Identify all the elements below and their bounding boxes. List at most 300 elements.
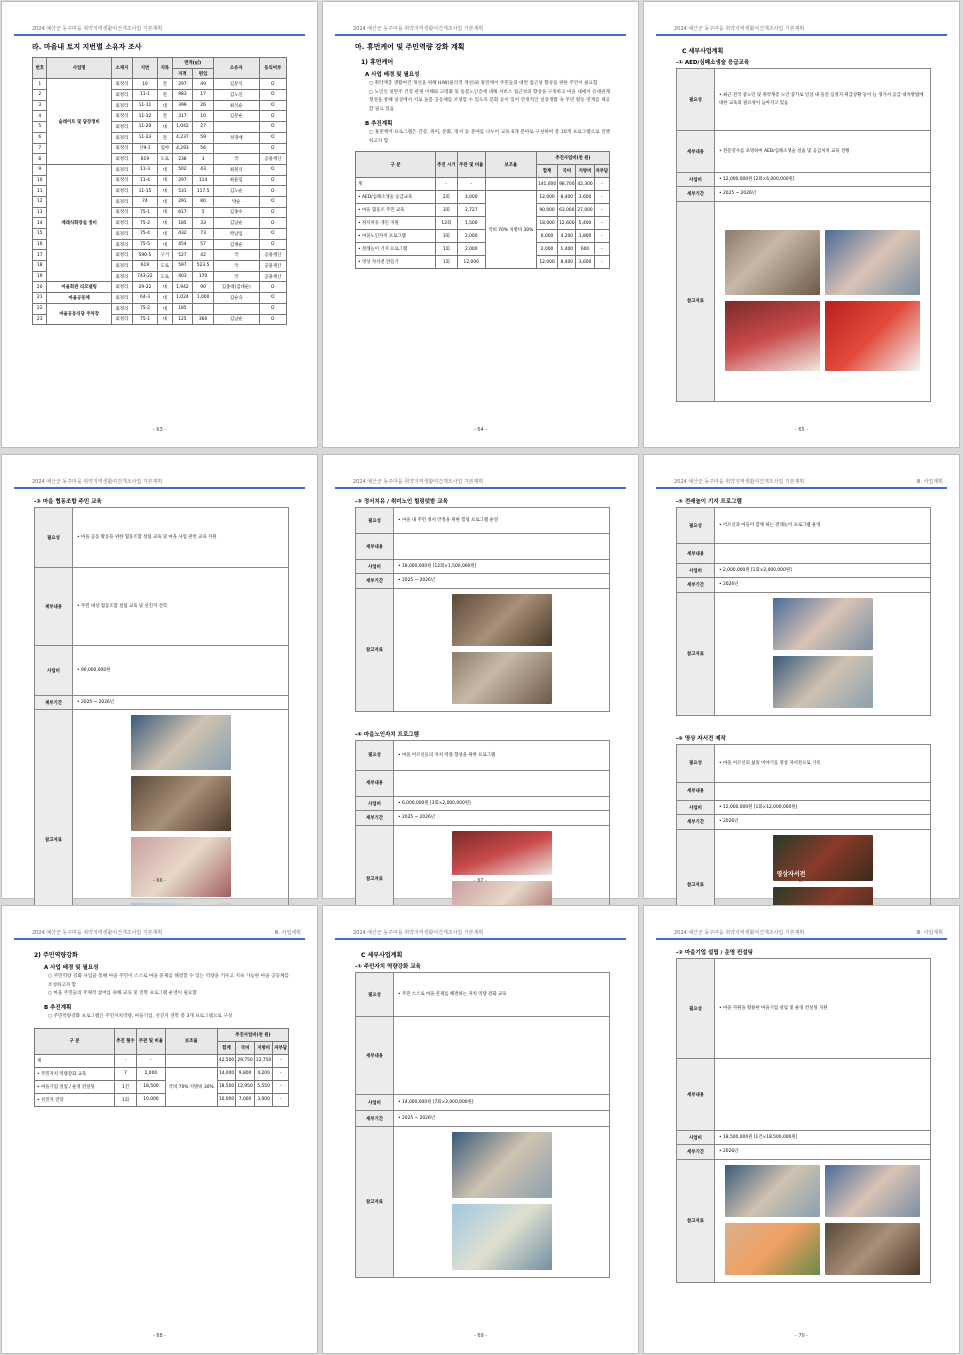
cell-value: 10 [193,111,214,122]
cell-value: 11-15 [132,186,157,197]
photo-caption: 영상자서전 [776,870,806,878]
cell-value: 최석순 [213,100,259,111]
cell-no: 19 [33,271,47,282]
col-budget: 추진사업비(천 원) [217,1028,288,1041]
paragraph: ○ 노인인 일반주 건강 관계 이해와 고령화 및 돌봄노인층에 대해 서비스 접근성의 향상을 구축하고 마을 내에서 유대관계 형성을 통해 일상에서 서로 돌봄 공동체를 조성할 수 있도록 문화 등이 있어 안정적인 일상생활 속 주민 활동 연계를 제공할 필요 있음 [369,89,610,113]
cell-value: O [259,239,287,250]
header-title: 2024 예산군 동주마을 취약지역생활여건개조사업 기본계획 [353,930,484,936]
header-title: 2024 예산군 동주마을 취약지역생활여건개조사업 기본계획 [32,26,163,32]
label-need: 필요성 [677,508,715,544]
label-detail: 세부내용 [677,544,715,564]
cell-value: O [259,229,287,240]
cell-value: 외정리 [111,90,132,101]
cell-value: 11-20 [132,122,157,133]
heading-b: B 추진계획 [44,1005,72,1012]
value-need: • 마을 어르신들의 자치 역량 향상을 위한 프로그램 [394,740,610,770]
photo-cpr-class [825,230,920,295]
value-need: • 마을 내 주민 정서 안정을 위한 힐링 프로그램 운영 [394,508,610,534]
cell-value: O [259,122,287,133]
cell-value: 도로 [158,154,172,165]
page-66[interactable] [1,454,318,899]
cell-value: 외정리 [111,239,132,250]
cell-project: 마을공동체 [47,293,111,304]
cell-value: - [594,243,609,256]
value-detail [394,1017,610,1095]
cell-value: 1회 [115,1093,137,1106]
cell-value: O [259,218,287,229]
photo-play [773,598,873,650]
cell-value: 공용재산 [259,154,287,165]
value-period: • 2026년 [715,578,931,592]
cell-value: 42,300 [576,178,594,191]
cell-value: O [259,164,287,175]
cell-value: 12,000 [536,256,557,269]
cell-value: 403 [172,271,193,282]
cell-value: 외정리 [111,186,132,197]
value-need: • 어르신과 아동이 함께 하는 전래놀이 프로그램 운영 [715,508,931,544]
budget-table [34,1028,289,1107]
cell-value: 외정리 [111,175,132,186]
cell-value: 도로 [158,271,172,282]
page-70[interactable] [643,905,960,1354]
page-number: - 68 - [152,1333,167,1339]
cell-value: O [259,132,287,143]
cell-value: O [259,143,287,154]
col-area: 면적(㎡) [172,58,213,69]
label-detail: 세부내용 [677,1059,715,1131]
cell-value: 502 [172,164,193,175]
program-title: -② 마을기업 설립 / 운영 컨설팅 [676,950,753,956]
cell-value: O [259,175,287,186]
header-title: 2024 예산군 동주마을 취약지역생활여건개조사업 기본계획 [32,479,163,485]
budget-row [356,178,610,191]
photo-aed-device [825,301,920,371]
value-detail [715,782,931,800]
cell-value: 73 [193,229,214,240]
cell-value: 국 [213,250,259,261]
cell-value: 1회 [436,256,458,269]
cell-value: 297 [172,79,193,90]
value-detail [394,770,610,796]
program-title: -① AED/심폐소생술 응급교육 [676,60,750,66]
cell-value: O [259,282,287,293]
cell-no: 13 [33,207,47,218]
cell-project: 재래식화장실 정비 [47,164,111,282]
cell-value: 11-11 [132,100,157,111]
cell-value: 33 [193,218,214,229]
col-ratio: 보조율 [485,152,536,178]
label-reference: 참고자료 [677,201,715,401]
cell-no: 12 [33,196,47,207]
header-title: 2024 예산군 동주마을 취약지역생활여건개조사업 기본계획 [674,930,805,936]
budget-row [356,243,610,256]
cell-value: 983 [172,90,193,101]
cell-value: 전 [158,79,172,90]
page-header [14,22,305,36]
cell-no: 1 [33,79,47,90]
subsection-title: 1) 휴먼케어 [361,59,394,66]
cell-value: 대 [158,175,172,186]
cell-value: 대 [158,293,172,304]
cell-value: 공용재산 [259,261,287,272]
table-row [33,303,287,314]
cell-item: • 주민자치 역량강화 교육 [35,1067,115,1080]
label-detail: 세부내용 [677,782,715,800]
photo-cpr-kit [725,301,820,371]
cell-value: - [273,1093,289,1106]
cell-value: 전 [158,90,172,101]
cell-value: 외정리 [111,79,132,90]
cell-value: 75-2 [132,303,157,314]
cell-value: 523.5 [193,261,214,272]
page-68[interactable] [1,905,318,1354]
label-need: 필요성 [677,69,715,131]
cell-no: 10 [33,175,47,186]
value-cost: • 6,000,000원 [3회×2,000,000원] [394,796,610,810]
cell-value: 600 [576,243,594,256]
label-period: 세부기간 [356,1111,394,1127]
cell-value: - [457,178,485,191]
cell-value: 4,293 [172,143,193,154]
cell-value [213,143,259,154]
cell-value: 11-1 [132,90,157,101]
cell-value: 527 [172,250,193,261]
cell-value: 3,000 [254,1093,273,1106]
cell-value: 대 [158,100,172,111]
cell-value: 대 [158,207,172,218]
col-national: 국비 [558,165,576,178]
paragraph: ○ 마을 주민들의 주체적 참여를 위해 교육 및 견학 프로그램 운영이 필요함 [48,991,197,997]
label-period: 세부기간 [677,187,715,201]
cell-value: 3회 [436,230,458,243]
value-need: • 최근 전국 중노인 및 취약계층 노인 증가로 일상 내 돌연 심정지 위급상황 등이 늘 생겨서 응급 대처방법에 대한 교육의 필요성이 높아지고 있음 [715,69,931,131]
label-detail: 세부내용 [35,568,73,646]
cell-value: 대 [158,239,172,250]
col-consent: 동의여부 [259,58,287,79]
label-period: 세부기간 [356,811,394,825]
program-title: -⑤ 전래놀이 기지 프로그램 [676,499,742,505]
cell-value: 12회 [436,217,458,230]
cell-value: 11-4 [132,175,157,186]
cell-no: 3 [33,100,47,111]
cell-no: 6 [33,132,47,143]
cell-value: 17 [193,90,214,101]
cell-value: 743-22 [132,271,157,282]
label-cost: 사업비 [677,800,715,814]
cell-value: 74 [132,196,157,207]
cell-value: - [273,1067,289,1080]
cell-value: - [436,178,458,191]
cell-no: 5 [33,122,47,133]
cell-value: 42 [193,250,214,261]
cell-value: 590-5 [132,250,157,261]
label-need: 필요성 [677,744,715,782]
cell-value: 75-1 [132,314,157,325]
cell-value [213,122,259,133]
cell-value: 5,550 [254,1080,273,1093]
cell-value: 2,000 [457,230,485,243]
label-cost: 사업비 [356,796,394,810]
program-card [355,740,610,933]
cell-no: 20 [33,282,47,293]
label-cost: 사업비 [35,646,73,696]
page-header [335,926,626,940]
cell-value: 대 [158,314,172,325]
photo-presentation [452,1204,552,1270]
label-cost: 사업비 [356,1095,394,1111]
cell-no: 11 [33,186,47,197]
heading-a: A 사업 배경 및 필요성 [365,72,420,78]
cell-value: 9,800 [236,1067,255,1080]
value-detail: • 주민 대상 협동조합 설립 교육 및 선진지 견학 [73,568,289,646]
page-65[interactable] [643,1,960,448]
cell-value: 성경애 [213,132,259,143]
header-title: 2024 예산군 동주마을 취약지역생활여건개조사업 기본계획 [674,479,805,485]
program-card [355,507,610,712]
cell-value: 외정리 [111,303,132,314]
label-need: 필요성 [35,508,73,568]
cell-value: 63,000 [558,204,576,217]
cell-value: 617 [172,207,193,218]
value-period: • 2025 ~ 2026년 [715,187,931,201]
cell-value: 김노순 [213,186,259,197]
col-owner: 소유자 [213,58,259,79]
cell-value: 12,950 [236,1080,255,1093]
cell-value: 3,600 [576,191,594,204]
value-detail [715,544,931,564]
cell-value: 114 [193,175,214,186]
cell-value: 141,000 [536,178,557,191]
col-lot: 지번 [132,58,157,79]
cell-item: • 전래놀이 기지 프로그램 [356,243,436,256]
cell-value: 11-12 [132,111,157,122]
cell-value: 90,000 [536,204,557,217]
cell-value: 박남임 [213,229,259,240]
cell-value: 대 [158,303,172,314]
paragraph: ○ 주민역량강화 프로그램은 주민자치역량, 마을기업, 선진지 견학 총 3개 프로그램으로 구성 [48,1014,233,1020]
cell-value: 18,000 [536,217,557,230]
cell-value: 1,800 [576,230,594,243]
cell-ratio [485,178,536,191]
cell-value: 56 [193,143,214,154]
cell-value: 외정리 [111,282,132,293]
cell-value: - [594,178,609,191]
page-69[interactable] [322,905,639,1354]
label-cost: 사업비 [356,560,394,574]
label-cost: 사업비 [677,173,715,187]
page-67b[interactable] [643,454,960,899]
cell-value: 360 [193,314,214,325]
photo-group [452,831,552,875]
cell-value: 185 [172,218,193,229]
cell-value: 2,727 [457,204,485,217]
value-period: • 2025 ~ 2026년 [394,1111,610,1127]
reference-photos [715,592,931,715]
page-number: - 70 - [794,1333,809,1339]
budget-row [35,1067,289,1080]
cell-value: 3회 [436,204,458,217]
cell-value: 64-3 [132,293,157,304]
page-67a[interactable] [322,454,639,899]
page-header [335,475,626,489]
cell-value: 10,000 [217,1093,236,1106]
page-63[interactable] [1,1,318,448]
cell-project: 슬레이트 및 담장정비 [47,79,111,165]
cell-value: 대 [158,164,172,175]
cell-value: 전 [158,132,172,143]
col-total: 합계 [217,1041,236,1054]
cell-value: 1,500 [457,217,485,230]
cell-value: 10 [132,79,157,90]
cell-item: • AED/심폐소생술 응급교육 [356,191,436,204]
cell-value: 125 [172,314,193,325]
cell-value: 외정리 [111,111,132,122]
cell-value: 2,000 [137,1067,166,1080]
value-cost: • 18,000,000원 [12회×1,500,000원] [394,560,610,574]
program-title: -② 마을 협동조합 주민 교육 [34,499,102,505]
reference-photos [715,201,931,401]
value-cost: • 12,000,000원 [1회×12,000,000원] [715,800,931,814]
cell-value: 국 [213,154,259,165]
cell-value: 5,400 [576,217,594,230]
header-chapter: Ⅲ. 사업계획 [275,930,301,936]
value-period: • 2025 ~ 2026년 [73,696,289,710]
cell-value: 432 [172,229,193,240]
cell-value: 7 [115,1067,137,1080]
cell-value: O [259,293,287,304]
col-area-included: 편입 [193,68,214,79]
col-no: 번호 [33,58,47,79]
cell-value: 399 [172,100,193,111]
label-reference: 참고자료 [677,1159,715,1282]
cell-value: 75-4 [132,229,157,240]
col-unit: 주관 및 비율 [457,152,485,178]
cell-value: 75-2 [132,218,157,229]
page-header [335,22,626,36]
cell-value: 구거 [158,250,172,261]
photo-cpr-training [725,230,820,295]
cell-value: 외정리 [111,218,132,229]
page-header [656,926,947,940]
cell-value: 대 [158,229,172,240]
cell-value: 외정리 [111,261,132,272]
label-detail: 세부내용 [356,770,394,796]
page-64[interactable] [322,1,639,448]
cell-value: 1건 [115,1080,137,1093]
col-local: 지방비 [254,1041,273,1054]
value-cost: • 90,000,000원 [73,646,289,696]
cell-value: 317 [172,111,193,122]
cell-value: - [115,1054,137,1067]
cell-no: 4 [33,111,47,122]
budget-row [356,204,610,217]
cell-item: • 마을 협동조 주민 교육 [356,204,436,217]
cell-value: 5 [193,207,214,218]
col-times: 추진 횟수 [115,1028,137,1054]
cell-value: O [259,207,287,218]
cell-value: O [259,90,287,101]
subsection-title: C 세부사업계획 [361,952,403,959]
cell-item: • 마을기업 설립 / 운영 컨설팅 [35,1080,115,1093]
table-row [33,164,287,175]
cell-value: 대 [158,186,172,197]
cell-value: 6,000 [536,230,557,243]
photo-seniors [773,656,873,708]
cell-value: 10,000 [137,1093,166,1106]
budget-row [356,217,610,230]
budget-table [355,151,610,269]
label-need: 필요성 [356,973,394,1017]
cell-value: 외정리 [111,207,132,218]
cell-value: 도로 [158,261,172,272]
header-title: 2024 예산군 동주마을 취약지역생활여건개조사업 기본계획 [353,26,484,32]
cell-item: • 정서치유 개인 지원 [356,217,436,230]
program-title: -③ 정서치유 / 취미노인 힐링텃밭 교육 [355,499,448,505]
section-title: 라. 마을내 토지 지번별 소유자 조사 [32,43,142,51]
heading-a: A 사업 배경 및 필요성 [44,965,99,971]
budget-row [356,230,610,243]
cell-value: 외정리 [111,314,132,325]
cell-value: 김분식 [213,79,259,90]
col-total: 합계 [536,165,557,178]
label-reference: 참고자료 [677,592,715,715]
label-detail: 세부내용 [356,1017,394,1095]
cell-value: 김종대(김대순) [213,282,259,293]
land-table-body [33,79,287,325]
cell-value: O [259,303,287,314]
cell-value: 49 [193,79,214,90]
cell-value: 29,750 [236,1054,255,1067]
cell-value: 외정리 [111,154,132,165]
cell-value: O [259,314,287,325]
cell-item: 계 [35,1054,115,1067]
cell-value: 4,200 [558,230,576,243]
cell-value: 전 [158,111,172,122]
cell-value: 90 [193,282,214,293]
budget-row [356,256,610,269]
cell-value: 공용재산 [259,250,287,261]
cell-value: 12,750 [254,1054,273,1067]
cell-no: 2 [33,90,47,101]
value-detail: • 전문강사를 초빙하여 AED/심폐소생술 실습 및 응급처치 교육 진행 [715,131,931,173]
photo-craft [452,652,552,704]
col-national: 국비 [236,1041,255,1054]
photo-meeting [825,1165,920,1217]
label-reference: 참고자료 [677,829,715,940]
table-row [33,282,287,293]
cell-value: - [594,230,609,243]
cell-value: 8,400 [558,191,576,204]
cell-project: 마을회관 리모델링 [47,282,111,293]
cell-value: 4,200 [254,1067,273,1080]
program-title: -④ 마을노인자치 프로그램 [355,731,419,738]
value-period: • 2026년 [715,815,931,829]
cell-value: O [259,196,287,207]
page-number: - 69 - [473,1333,488,1339]
photo-lecture-hall [452,1132,552,1198]
table-row [33,79,287,90]
cell-no: 14 [33,218,47,229]
label-need: 필요성 [356,508,394,534]
col-unit: 주관 및 비율 [137,1028,166,1054]
label-cost: 사업비 [677,564,715,578]
paragraph: ○ 주민역량 강화 사업을 통해 마을 주민이 스스로 마을 문제를 해결할 수 있는 역량을 키우고 지속 가능한 마을 공동체를 조성하고자 함 [48,974,289,988]
cell-value: 75-1 [132,207,157,218]
cell-value: 43 [193,164,214,175]
cell-value: 외정리 [111,143,132,154]
cell-value: 1,942 [172,282,193,293]
cell-value: 박순 [213,196,259,207]
